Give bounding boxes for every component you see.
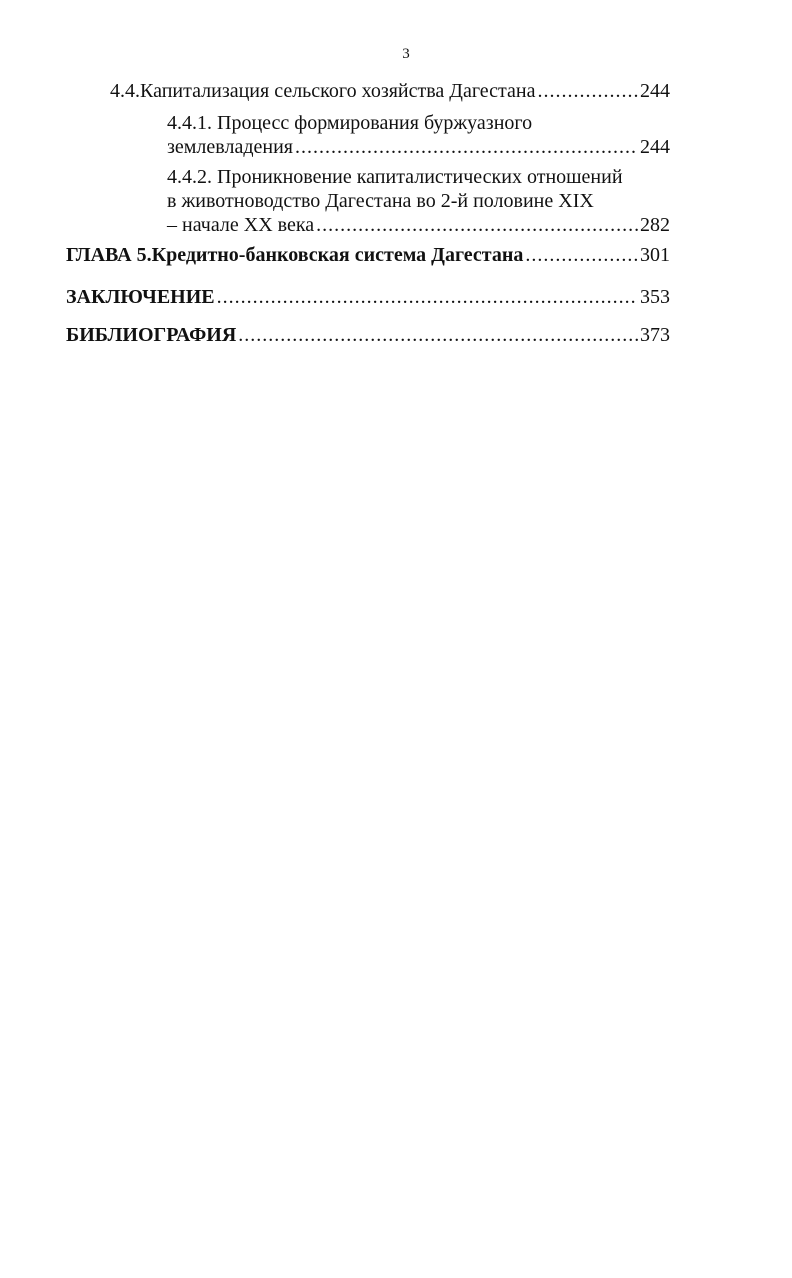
toc-entry-page: 353	[640, 286, 670, 308]
dot-leader	[525, 242, 638, 268]
toc-entry-page: 282	[640, 214, 670, 236]
toc-bibliography-title: БИБЛИОГРАФИЯ	[66, 324, 237, 346]
dot-leader	[217, 284, 638, 310]
toc-chapter-number: ГЛАВА 5.	[66, 244, 152, 266]
dot-leader	[537, 78, 638, 104]
toc-entry-4-4-2-line1[interactable]: 4.4.2. Проникновение капиталистических отношений	[167, 166, 623, 188]
toc-conclusion[interactable]	[66, 284, 670, 310]
dot-leader	[238, 322, 638, 348]
toc-bibliography[interactable]	[66, 322, 670, 348]
toc-conclusion-title: ЗАКЛЮЧЕНИЕ	[66, 286, 215, 308]
dot-leader	[316, 212, 638, 238]
page-number: 3	[402, 46, 410, 62]
toc-chapter-5[interactable]	[66, 242, 670, 268]
toc-entry-page: 244	[640, 80, 670, 102]
toc-entry-title: – начале XX века	[167, 214, 315, 236]
toc-chapter-title: Кредитно-банковская система Дагестана	[151, 244, 524, 266]
toc-entry-4-4[interactable]	[110, 78, 670, 104]
toc-entry-title: землевладения	[167, 136, 293, 158]
dot-leader	[295, 134, 638, 160]
toc-entry-4-4-1[interactable]	[167, 134, 670, 160]
toc-entry-page: 301	[640, 244, 670, 266]
toc-entry-page: 373	[640, 324, 670, 346]
toc-entry-title: Капитализация сельского хозяйства Дагестана	[140, 80, 536, 102]
toc-entry-4-4-1-line1[interactable]: 4.4.1. Процесс формирования буржуазного	[167, 112, 533, 134]
toc-entry-4-4-2-line2[interactable]: в животноводство Дагестана во 2-й половине XIX	[167, 190, 594, 212]
toc-entry-page: 244	[640, 136, 670, 158]
toc-entry-number: 4.4.	[110, 80, 140, 102]
toc-entry-4-4-2[interactable]	[167, 212, 670, 238]
